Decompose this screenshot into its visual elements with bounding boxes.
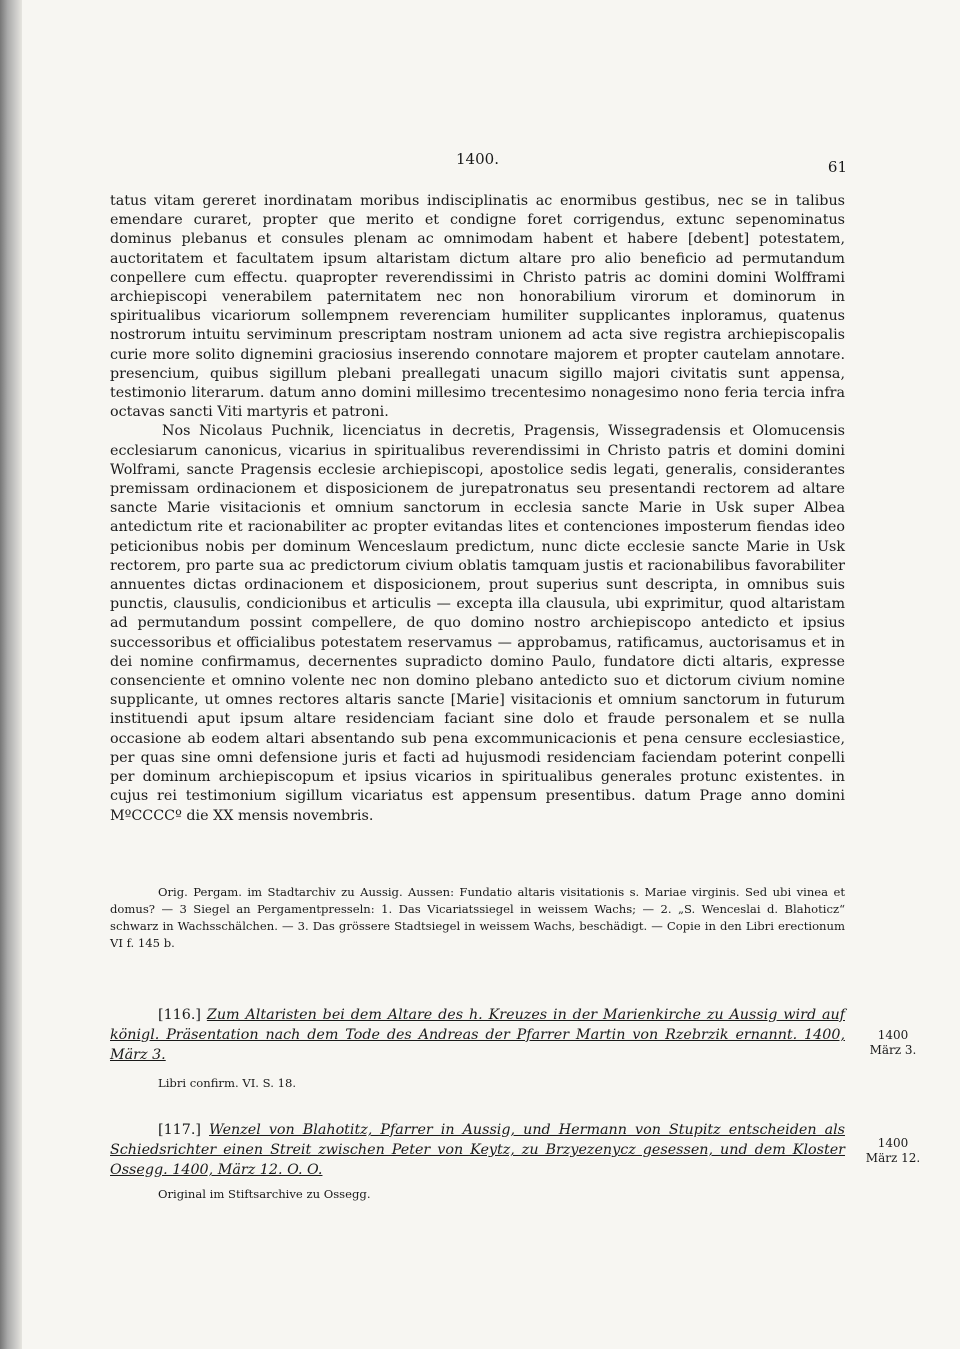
regest-117 — [110, 1120, 845, 1204]
paragraph-1: tatus vitam gereret inordinatam moribus indisciplinatis ac enormibus gestibus, nec se in talibus emendare curaret, propter que merito et condigne foret corrigendus, extunc sepenominatus dominus plebanus et consules plenam ac omnimodam habent et habere [debent] potestatem, auctoritatem et facultatem ipsum altaristam dictum altare pro alio beneficio ad permutandum conpellere cum effectu. quapropter reverendissimi in Christo patris ac domini domini Wolfframi archiepiscopi venerabilem paternitatem nec non honorabilium virorum et dominorum in spiritualibus vicariorum sollempnem reverenciam humiliter supplicantes inploramus, quatenus nostrorum intuitu serviminum prescriptam nostram unionem ad acta sive registra archiepiscopalis curie more solito dignemini graciosius inserendo connotare majorem et propter cautelam annotare. presencium, quibus sigillum plebani preallegati unacum sigillo majori civitatis sunt appensa, testimonio literarum. datum anno domini millesimo trecentesimo nonagesimo nono feria tercia infra octavas sancti Viti martyris et patroni. — [110, 193, 845, 421]
main-text — [110, 192, 845, 826]
regest-116-source: Libri confirm. VI. S. 18. — [158, 1076, 297, 1090]
regest-116-title — [110, 1005, 845, 1065]
scan-edge — [0, 0, 22, 1349]
page-number: 61 — [827, 158, 847, 176]
footnotes — [110, 884, 845, 952]
footnote-text: Orig. Pergam. im Stadtarchiv zu Aussig. Aussen: Fundatio altaris visitationis s. Mariae virginis. Sed ubi vinea et domus? — 3 Siegel an Pergamentpresseln: 1. Das Vicariatssiegel in weissem Wachs; — 2. „S. Wenceslai d. Blahoticz“ schwarz in Wachsschälchen. — 3. Das grössere Stadtsiegel in weissem Wachs, beschädigt. — Copie in den Libri erectionum VI f. 145 b. — [110, 885, 845, 950]
regest-116 — [110, 1005, 845, 1093]
regest-116-number: [116.] — [158, 1007, 201, 1023]
margin-year-117: 1400 — [877, 1136, 909, 1150]
margin-day-117: März 12. — [865, 1151, 921, 1165]
paragraph-2: Nos Nicolaus Puchnik, licenciatus in decretis, Pragensis, Wissegradensis et Olomucensis ecclesiarum canonicus, vicarius in spiritualibus reverendissimi in Christo patris et domini domini Wolframi, sancte Pragensis ecclesie archiepiscopi, apostolice sedis legati, generalis, considerantes premissam ordinacionem et disposicionem de jurepatronatus seu presentandi rectorem ad altare sancte Marie visitacionis et omnium sanctorum in ecclesia sancte Marie in Usk super Albea antedictum rite et racionabiliter ac propter evitandas lites et contenciones imposterum fiendas ideo peticionibus nobis per dominum Wenceslaum predictum, nunc dicte ecclesie sancte Marie in Usk rectorem, pro parte sua ac predictorum civium oblatis tamquam justis et racionabilibus favorabiliter annuentes dictas ordinacionem et disposicionem, prout superius sunt descripta, in omnibus suis punctis, clausulis, condicionibus et articulis — excepta illa clausula, ubi exprimitur, quod altaristam ad permutandum possint compellere, de quo domino nostro archiepiscopo antedicto et ipsius successoribus et officialibus potestatem reservamus — approbamus, ratificamus, auctorisamus et in dei nomine confirmamus, decernentes supradicto domino Paulo, fundatore dicti altaris, expresse consenciente et omnino volente nec non domino plebano antedicto suo et dictorum civium nomine supplicante, ut omnes rectores altaris sancte [Marie] visitacionis et omnium sanctorum in futurum instituendi aput ipsum altare residenciam faciant sine dolo et fraude personalem et se nulla occasione ab eodem altari absentando sub pena excommunicacionis et pena censure ecclesiastice, per quas sine omni defensione juris et facti ad hujusmodi residenciam faciendam poterint conpelli per dominum archiepiscopum et ipsius vicarios in spiritualibus generales protunc existentes. in cujus rei testimonium sigillum vicariatus est appensum presentibus. datum Prage anno domini MºCCCCº die XX mensis novembris. — [110, 423, 845, 824]
margin-date-116 — [858, 1028, 928, 1058]
margin-day-116: März 3. — [869, 1043, 917, 1057]
regest-116-summary: Zum Altaristen bei dem Altare des h. Kreuzes in der Marienkirche zu Aussig wird auf königl. Präsentation nach dem Tode des Andreas der Pfarrer Martin von Rzebrzik ernannt. 1400, März 3. — [110, 1007, 845, 1063]
regest-117-source: Original im Stiftsarchive zu Ossegg. — [158, 1187, 371, 1201]
regest-117-title — [110, 1120, 845, 1180]
regest-117-summary: Wenzel von Blahotitz, Pfarrer in Aussig, und Hermann von Stupitz entscheiden als Schiedsrichter einen Streit zwischen Peter von Keytz, zu Brzyezenycz gesessen, und dem Kloster Ossegg. 1400, März 12. O. O. — [110, 1122, 845, 1178]
margin-year-116: 1400 — [877, 1028, 909, 1042]
running-year: 1400. — [456, 150, 499, 168]
page-header — [110, 150, 845, 174]
regest-117-number: [117.] — [158, 1122, 201, 1138]
margin-date-117 — [858, 1136, 928, 1166]
